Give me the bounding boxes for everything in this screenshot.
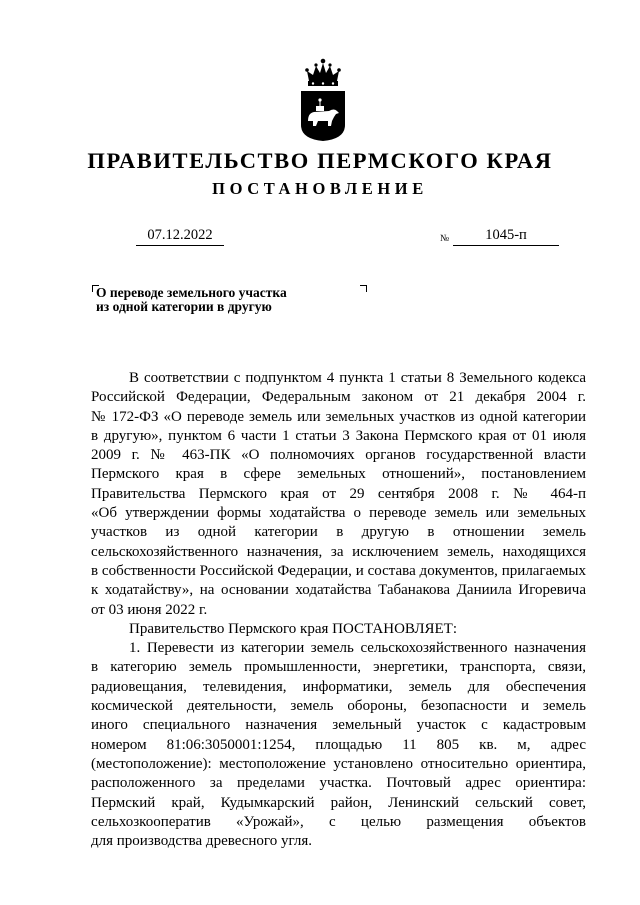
body-line: сельхозкооператив «Урожай», с целью размещения объектов [91, 813, 586, 830]
subject-line: О переводе земельного участка [96, 285, 287, 300]
document-date: 07.12.2022 [136, 227, 224, 246]
document-type: ПОСТАНОВЛЕНИЕ [212, 179, 428, 198]
document-subject [96, 286, 336, 314]
body-line: сельскохозяйственного назначения, за исключением земель, находящихся [91, 543, 586, 560]
subject-line: из одной категории в другую [96, 299, 272, 314]
body-line: от 03 июня 2022 г. [91, 601, 208, 618]
subject-bracket-right [360, 285, 367, 292]
number-label: № [440, 234, 450, 244]
body-line: Правительства Пермского края от 29 сентября 2008 г. № 464-п [91, 485, 586, 502]
body-line: участков из одной категории в другую в отношении земель [91, 524, 586, 541]
body-line: «Об утверждении формы ходатайства о переводе земель или земельных [91, 505, 586, 522]
body-line: 1. Перевести из категории земель сельскохозяйственного назначения [129, 640, 586, 657]
body-line: иного специального назначения земельный участок с кадастровым [91, 717, 586, 734]
body-line: к ходатайству», на основании ходатайства Табанакова Даниила Игоревича [91, 582, 586, 599]
body-line: космической деятельности, земель обороны, безопасности и земель [91, 698, 586, 715]
body-line: в категорию земель промышленности, энергетики, транспорта, связи, [91, 659, 586, 676]
body-line: радиовещания, телевидения, информатики, земель для обеспечения [91, 678, 586, 695]
body-line: Российской Федерации, Федеральным законом от 21 декабря 2004 г. [91, 389, 586, 406]
body-line: в собственности Российской Федерации, и состава документов, прилагаемых [91, 562, 586, 579]
body-line: В соответствии с подпунктом 4 пункта 1 статьи 8 Земельного кодекса [129, 370, 586, 386]
body-line: 2009 г. № 463-ПК «О полномочиях органов государственной власти [91, 447, 586, 464]
body-line: для производства древесного угля. [91, 833, 312, 850]
preamble-paragraph [91, 369, 586, 620]
resolves-line: Правительство Пермского края ПОСТАНОВЛЯЕТ: [129, 620, 458, 637]
body-line: (местоположение): местоположение установлено относительно ориентира, [91, 755, 586, 772]
coat-of-arms-icon [296, 55, 350, 141]
body-line: номером 81:06:3050001:1254, площадью 11 805 кв. м, адрес [91, 736, 586, 753]
body-line: расположенного за пределами участка. Почтовый адрес ориентира: [91, 775, 586, 792]
body-line: в другую», пунктом 6 части 1 статьи 3 Закона Пермского края от 01 июля [91, 427, 586, 444]
body-line: Пермский край, Кудымкарский район, Ленинский сельский совет, [91, 794, 586, 811]
document-number: 1045-п [453, 227, 559, 246]
body-line: Пермского края в сфере земельных отношений», постановлением [91, 466, 586, 483]
government-title: ПРАВИТЕЛЬСТВО ПЕРМСКОГО КРАЯ [87, 148, 553, 173]
item-1-paragraph [91, 639, 586, 851]
document-body [91, 369, 586, 851]
body-line: № 172-ФЗ «О переводе земель или земельных участков из одной категории [91, 408, 586, 425]
